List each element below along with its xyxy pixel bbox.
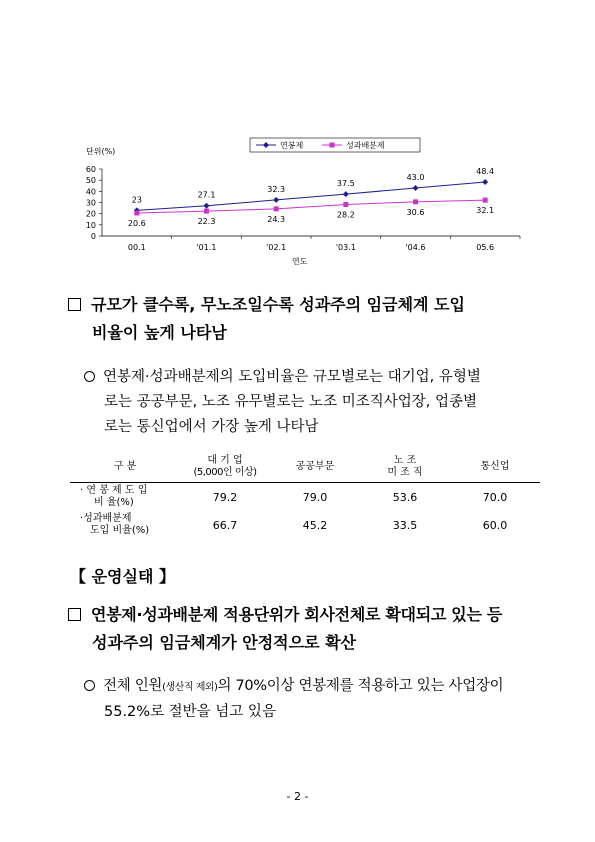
header-large-firm: [180, 452, 270, 483]
y-tick-label: 10: [85, 220, 96, 230]
row2-label-line1: ·성과배분제: [80, 513, 132, 524]
data-label: 32.3: [267, 184, 286, 194]
table-cell: 45.2: [302, 518, 328, 532]
section1-bullet-line3: 로는 통신업에서 가장 높게 나타남: [104, 419, 319, 435]
section1-heading-line2: 비율이 높게 나타남: [92, 323, 227, 342]
y-tick-label: 30: [85, 198, 96, 208]
table-header-row: [70, 452, 540, 483]
data-label: 22.3: [197, 217, 216, 227]
section2-bullet: [84, 673, 554, 701]
row1-label-line2: 비 율(%): [94, 497, 134, 508]
legend-label-annual-salary: 연봉제: [280, 141, 304, 150]
section1-heading: [68, 290, 548, 320]
header-large-firm-sub: (5,000인 이상): [193, 467, 257, 478]
table-cell: 79.0: [302, 490, 328, 504]
section1-bullet: [84, 364, 544, 390]
table-cell: 33.5: [392, 518, 418, 532]
data-point-marker: [273, 197, 279, 203]
row-label-annual-salary: [70, 483, 180, 512]
series-line-0: [137, 182, 485, 210]
circle-bullet-icon: [84, 680, 95, 691]
operation-status-title: 【 운영실태 】: [70, 567, 175, 586]
y-tick-label: 20: [85, 209, 96, 219]
row1-label-line1: · 연 봉 제 도 입: [80, 485, 148, 496]
x-tick-label: '01.1: [196, 243, 217, 252]
data-point-marker: [134, 210, 139, 215]
data-label: 27.1: [197, 190, 216, 200]
data-label: 32.1: [476, 206, 495, 216]
section2-bullet-line2: 55.2%로 절반을 넘고 있음: [104, 704, 276, 720]
section2-bullet-small: (생산직 제외): [162, 682, 218, 693]
data-point-marker: [274, 206, 279, 211]
table-cell: 53.6: [392, 490, 418, 504]
checkbox-square-icon: [68, 298, 81, 311]
x-tick-label: '04.6: [405, 243, 426, 252]
data-point-marker: [483, 198, 488, 203]
data-point-marker: [204, 209, 209, 214]
data-point-marker: [413, 185, 419, 191]
table-cell: 66.7: [212, 518, 238, 532]
table-cell: 60.0: [482, 518, 508, 532]
x-axis-label: 연도: [292, 257, 308, 266]
section2-heading-line1: 연봉제·성과배분제 적용단위가 회사전체로 확대되고 있는 등: [91, 605, 503, 624]
data-point-marker: [343, 191, 349, 197]
data-label: 28.2: [336, 210, 355, 220]
data-point-marker: [413, 199, 418, 204]
data-label: 23: [131, 195, 142, 205]
data-point-marker: [204, 203, 210, 209]
data-label: 43.0: [406, 172, 425, 182]
data-label: 30.6: [406, 207, 425, 217]
adoption-rate-line-chart: [60, 132, 530, 272]
circle-bullet-icon: [84, 371, 95, 382]
x-tick-label: 00.1: [127, 243, 146, 252]
section1-bullet-line2: 로는 공공부문, 노조 유무별로는 노조 미조직사업장, 업종별: [104, 394, 478, 410]
row-label-profit-sharing: [70, 511, 180, 539]
section2-heading: [68, 600, 548, 630]
header-large-firm-label: 대 기 업: [207, 455, 243, 466]
section2-bullet-pre: 전체 인원: [103, 678, 163, 694]
page-number: - 2 -: [286, 790, 309, 803]
data-label: 37.5: [336, 179, 355, 189]
section1-bullet-line1: 연봉제·성과배분제의 도입비율은 규모별로는 대기업, 유형별: [103, 369, 481, 385]
table-row: [70, 483, 540, 512]
x-tick-label: '02.1: [266, 243, 287, 252]
data-point-marker: [343, 202, 348, 207]
y-tick-label: 60: [85, 165, 96, 174]
data-label: 48.4: [476, 166, 495, 176]
header-non-union-line2: 미 조 직: [387, 467, 423, 478]
legend-marker-profit-sharing: [330, 143, 335, 148]
section2-heading-line2: 성과주의 임금체계가 안정적으로 확산: [92, 633, 357, 652]
data-point-marker: [482, 179, 488, 185]
checkbox-square-icon: [68, 608, 81, 621]
data-label: 20.6: [127, 218, 146, 228]
section1-heading-line1: 규모가 클수록, 무노조일수록 성과주의 임금체계 도입: [91, 295, 465, 314]
y-axis-unit-label: 단위(%): [86, 147, 116, 156]
header-non-union: [360, 452, 450, 483]
y-tick-label: 40: [85, 187, 96, 197]
x-tick-label: 05.6: [476, 243, 495, 252]
header-gubun: 구 분: [70, 452, 180, 483]
chart-legend: [250, 138, 420, 152]
header-telecom: 통신업: [450, 452, 540, 483]
header-non-union-line1: 노 조: [393, 455, 417, 466]
table-cell: 70.0: [482, 490, 508, 504]
legend-label-profit-sharing: 성과배분제: [346, 141, 385, 150]
row2-label-line2: 도입 비율(%): [90, 525, 150, 536]
table-cell: 79.2: [212, 490, 238, 504]
table-row: [70, 511, 540, 539]
y-tick-label: 0: [90, 232, 96, 241]
data-label: 24.3: [267, 214, 286, 224]
header-public: 공공부문: [270, 452, 360, 483]
y-tick-label: 50: [85, 176, 96, 186]
x-tick-label: '03.1: [335, 243, 356, 252]
adoption-rate-table: [70, 452, 540, 539]
section2-bullet-post: 의 70%이상 연봉제를 적용하고 있는 사업장이: [217, 678, 504, 694]
